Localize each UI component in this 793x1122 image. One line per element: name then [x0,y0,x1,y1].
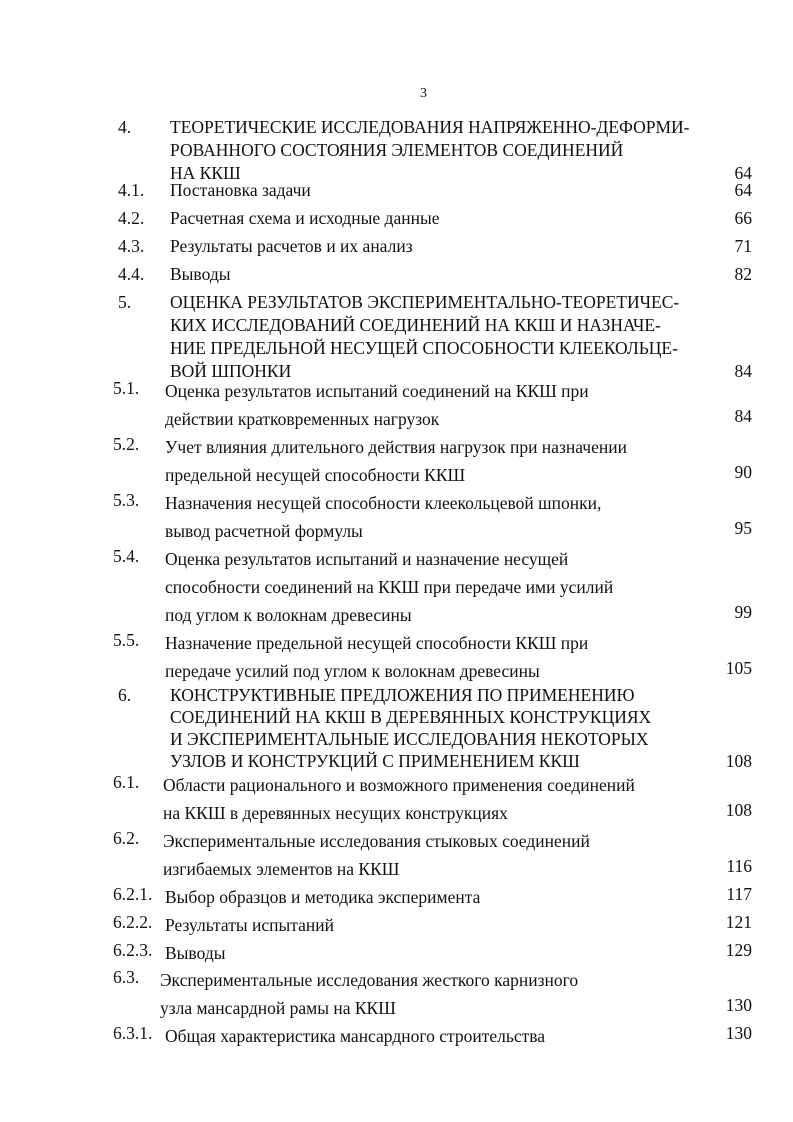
toc-entry-title-line: Области рационального и возможного применения соединений [163,775,635,795]
toc-entry-page: 82 [734,264,752,284]
toc-entry-number: 6.2. [113,828,140,848]
toc-entry-title-line: Выводы [165,943,226,963]
toc-entry-title [165,489,601,545]
toc-entry-title [165,939,225,967]
toc-entry-number: 5.3. [113,490,140,510]
toc-entry-page: 121 [725,912,752,932]
toc-entry-title [170,684,651,772]
toc-entry [0,771,793,827]
toc-entry-title-line: Результаты испытаний [165,915,334,935]
toc-entry-title-line: Выбор образцов и методика эксперимента [165,887,481,907]
toc-entry-title-line: действии кратковременных нагрузок [165,409,440,429]
toc-entry [0,116,793,185]
toc-entry [0,545,793,629]
toc-entry-title [165,883,480,911]
toc-entry-page: 130 [725,995,752,1015]
toc-entry-page: 117 [726,884,752,904]
toc-entry-title [165,1022,545,1050]
toc-entry-page: 130 [725,1023,752,1043]
toc-entry-number: 5.4. [113,546,140,566]
toc-entry-page: 71 [734,236,752,256]
toc-entry-title [170,291,679,383]
toc-entry-page: 66 [734,208,752,228]
toc-entry-page: 95 [734,518,752,538]
toc-entry-number: 5.5. [113,630,140,650]
toc-entry-number: 5.1. [113,378,140,398]
toc-entry-page: 108 [725,751,752,771]
toc-entry-title [170,116,689,185]
toc-entry-page: 64 [734,163,752,183]
toc-entry-number: 4.1. [118,180,145,200]
toc-entry-title-line: Экспериментальные исследования стыковых соединений [163,831,590,851]
toc-entry-title-line: Расчетная схема и исходные данные [170,208,440,228]
toc-entry-title-line: СОЕДИНЕНИЙ НА ККШ В ДЕРЕВЯННЫХ КОНСТРУКЦИЯХ [170,707,652,727]
toc-entry-number: 6. [118,685,132,705]
toc-entry-title [170,207,439,230]
toc-entry-number: 4.3. [118,236,145,256]
toc-entry-page: 84 [734,361,752,381]
toc-entry-title-line: ТЕОРЕТИЧЕСКИЕ ИССЛЕДОВАНИЯ НАПРЯЖЕННО-ДЕФОРМИ- [170,117,690,137]
toc-entry-page: 116 [726,856,752,876]
toc-entry [0,883,793,911]
toc-entry-title-line: НИЕ ПРЕДЕЛЬНОЙ НЕСУЩЕЙ СПОСОБНОСТИ КЛЕЕКОЛЬЦЕ- [170,338,678,358]
toc-entry-title-line: И ЭКСПЕРИМЕНТАЛЬНЫЕ ИССЛЕДОВАНИЯ НЕКОТОРЫХ [170,729,649,749]
toc-entry-number: 4. [118,117,132,137]
toc-entry-title [170,263,230,286]
toc-entry-page: 129 [725,940,752,960]
toc-entry-page: 90 [734,462,752,482]
toc-entry [0,207,793,230]
toc-entry-title [165,911,334,939]
toc-entry-title-line: Выводы [170,264,231,284]
toc-entry [0,939,793,967]
toc-entry-number: 4.4. [118,264,145,284]
toc-entry-number: 6.3.1. [113,1023,153,1043]
toc-entry-page: 108 [725,800,752,820]
toc-entry-number: 6.3. [113,967,140,987]
toc-entry-title [165,433,627,489]
toc-entry [0,911,793,939]
toc-entry-number: 6.2.1. [113,884,153,904]
toc-entry-number: 5. [118,292,132,312]
toc-entry-title-line: КОНСТРУКТИВНЫЕ ПРЕДЛОЖЕНИЯ ПО ПРИМЕНЕНИЮ [170,685,635,705]
toc-entry [0,179,793,202]
toc-entry-title-line: РОВАННОГО СОСТОЯНИЯ ЭЛЕМЕНТОВ СОЕДИНЕНИЙ [170,140,624,160]
toc-entry-title [170,235,413,258]
toc-entry-page: 84 [734,406,752,426]
toc-entry [0,1022,793,1050]
toc-entry-title-line: на ККШ в деревянных несущих конструкциях [163,803,508,823]
toc-entry-title-line: НА ККШ [170,163,241,183]
toc-entry [0,433,793,489]
toc-entry-title [165,545,613,629]
toc-entry-title [163,827,590,883]
toc-entry-title-line: Назначение предельной несущей способности ККШ при [165,633,589,653]
toc-entry-title-line: предельной несущей способности ККШ [165,465,466,485]
toc-entry [0,629,793,685]
toc-entry-title-line: Оценка результатов испытаний соединений на ККШ при [165,381,589,401]
toc-entry-title-line: вывод расчетной формулы [165,521,363,541]
toc-entry-title-line: Учет влияния длительного действия нагрузок при назначении [165,437,627,457]
toc-entry-page: 99 [734,602,752,622]
toc-entry-title-line: передаче усилий под углом к волокнам древесины [165,661,540,681]
toc-entry-title-line: Постановка задачи [170,180,311,200]
toc-entry-page: 64 [734,180,752,200]
toc-entry-number: 6.2.2. [113,912,153,932]
toc-entry [0,684,793,772]
toc-entry [0,489,793,545]
toc-entry-title [165,629,588,685]
toc-entry-title-line: Общая характеристика мансардного строительства [165,1026,546,1046]
toc-entry-title [170,179,311,202]
toc-entry-number: 6.2.3. [113,940,153,960]
toc-entry [0,827,793,883]
toc-entry-title-line: ВОЙ ШПОНКИ [170,361,292,381]
toc-entry-title-line: узла мансардной рамы на ККШ [160,998,396,1018]
toc-entry-page: 105 [725,658,752,678]
toc-entry [0,235,793,258]
toc-entry-title [163,771,635,827]
toc-entry-title-line: Оценка результатов испытаний и назначение несущей [165,549,569,569]
toc-entry-title-line: ОЦЕНКА РЕЗУЛЬТАТОВ ЭКСПЕРИМЕНТАЛЬНО-ТЕОРЕТИЧЕС- [170,292,680,312]
toc-entry-title-line: под углом к волокнам древесины [165,605,412,625]
toc-entry-title-line: способности соединений на ККШ при передаче ими усилий [165,577,614,597]
toc-entry-title-line: Назначения несущей способности клеекольцевой шпонки, [165,493,602,513]
toc-entry-title-line: КИХ ИССЛЕДОВАНИЙ СОЕДИНЕНИЙ НА ККШ И НАЗНАЧЕ- [170,315,661,335]
toc-entry-title-line: УЗЛОВ И КОНСТРУКЦИЙ С ПРИМЕНЕНИЕМ ККШ [170,751,580,771]
toc-entry-title [165,377,589,433]
toc-entry [0,291,793,383]
toc-entry-number: 6.1. [113,772,140,792]
toc-entry-number: 4.2. [118,208,145,228]
toc-entry-number: 5.2. [113,434,140,454]
page-number: 3 [420,86,427,101]
toc-entry [0,263,793,286]
toc-entry [0,377,793,433]
toc-entry-title-line: изгибаемых элементов на ККШ [163,859,400,879]
toc-entry [0,966,793,1022]
toc-entry-title [160,966,578,1022]
toc-entry-title-line: Экспериментальные исследования жесткого карнизного [160,970,579,990]
toc-entry-title-line: Результаты расчетов и их анализ [170,236,413,256]
